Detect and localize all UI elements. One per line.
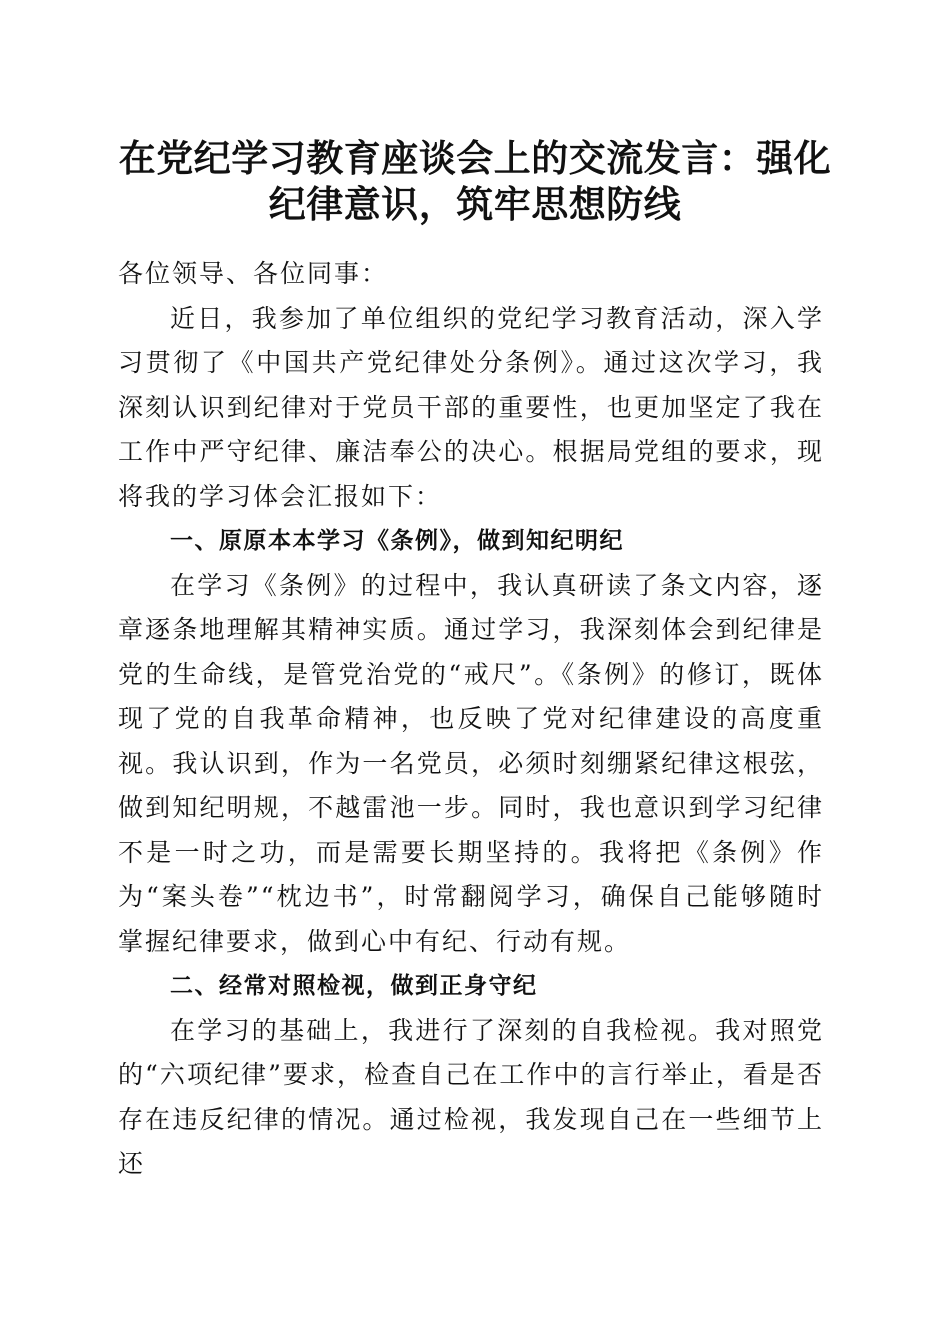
document-body (118, 252, 824, 1187)
document-title: 在党纪学习教育座谈会上的交流发言：强化纪律意识，筑牢思想防线 (118, 136, 832, 226)
section-heading-1: 一、原原本本学习《条例》，做到知纪明纪 (170, 528, 624, 554)
section-heading-2: 二、经常对照检视，做到正身守纪 (170, 973, 538, 999)
section-2-paragraph: 在学习的基础上，我进行了深刻的自我检视。我对照党的“六项纪律”要求，检查自己在工作中的言行举止，看是否存在违反纪律的情况。通过检视，我发现自己在一些细节上还 (118, 1015, 824, 1178)
intro-paragraph: 近日，我参加了单位组织的党纪学习教育活动，深入学习贯彻了《中国共产党纪律处分条例》。通过这次学习，我深刻认识到纪律对于党员干部的重要性，也更加坚定了我在工作中严守纪律、廉洁奉公的决心。根据局党组的要求，现将我的学习体会汇报如下： (118, 303, 824, 511)
section-1-paragraph: 在学习《条例》的过程中，我认真研读了条文内容，逐章逐条地理解其精神实质。通过学习，我深刻体会到纪律是党的生命线，是管党治党的“戒尺”。《条例》的修订，既体现了党的自我革命精神，也反映了党对纪律建设的高度重视。我认识到，作为一名党员，必须时刻绷紧纪律这根弦，做到知纪明规，不越雷池一步。同时，我也意识到学习纪律不是一时之功，而是需要长期坚持的。我将把《条例》作为“案头卷”“枕边书”，时常翻阅学习，确保自己能够随时掌握纪律要求，做到心中有纪、行动有规。 (118, 570, 824, 956)
salutation: 各位领导、各位同事： (118, 259, 389, 288)
